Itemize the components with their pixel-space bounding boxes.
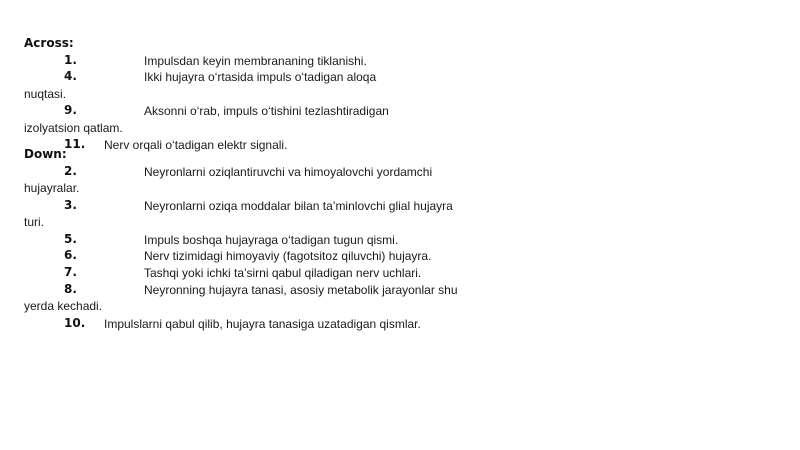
- clue-number: 7.: [64, 265, 77, 279]
- clue-number: 8.: [64, 282, 77, 296]
- clue-text: Nerv tizimidagi himoyaviy (fagotsitoz qiluvchi) hujayra.: [144, 249, 432, 263]
- clue-number: 1.: [64, 53, 77, 67]
- clue-number: 4.: [64, 69, 77, 83]
- clue-text: Neyronlarni oziqa moddalar bilan ta’minlovchi glial hujayra: [144, 199, 453, 213]
- down-heading: Down:: [24, 147, 67, 161]
- clue-text: Impuls boshqa hujayraga o‘tadigan tugun qismi.: [144, 233, 399, 247]
- clue-number: 2.: [64, 164, 77, 178]
- clue-number: 6.: [64, 248, 77, 262]
- across-heading: Across:: [24, 36, 74, 50]
- clue-number: 10.: [64, 316, 86, 330]
- clue-text-continuation: yerda kechadi.: [24, 299, 103, 313]
- clue-text: Tashqi yoki ichki ta’sirni qabul qiladigan nerv uchlari.: [144, 266, 422, 280]
- clue-text-continuation: hujayralar.: [24, 181, 80, 195]
- clue-text-continuation: izolyatsion qatlam.: [24, 121, 123, 135]
- clue-text: Impulslarni qabul qilib, hujayra tanasiga uzatadigan qismlar.: [104, 317, 421, 331]
- clue-number: 3.: [64, 198, 77, 212]
- clue-text-continuation: nuqtasi.: [24, 87, 67, 101]
- clue-number: 11.: [64, 137, 86, 151]
- clue-number: 9.: [64, 103, 77, 117]
- clue-text: Aksonni o‘rab, impuls o‘tishini tezlashtiradigan: [144, 104, 389, 118]
- clue-text: Nerv orqali o‘tadigan elektr signali.: [104, 138, 288, 152]
- clue-text: Impulsdan keyin membrananing tiklanishi.: [144, 54, 367, 68]
- clue-text: Neyronlarni oziqlantiruvchi va himoyalovchi yordamchi: [144, 165, 433, 179]
- clue-text: Ikki hujayra o‘rtasida impuls o‘tadigan aloqa: [144, 70, 377, 84]
- clue-text: Neyronning hujayra tanasi, asosiy metabolik jarayonlar shu: [144, 283, 458, 297]
- clue-number: 5.: [64, 232, 77, 246]
- clue-text-continuation: turi.: [24, 215, 45, 229]
